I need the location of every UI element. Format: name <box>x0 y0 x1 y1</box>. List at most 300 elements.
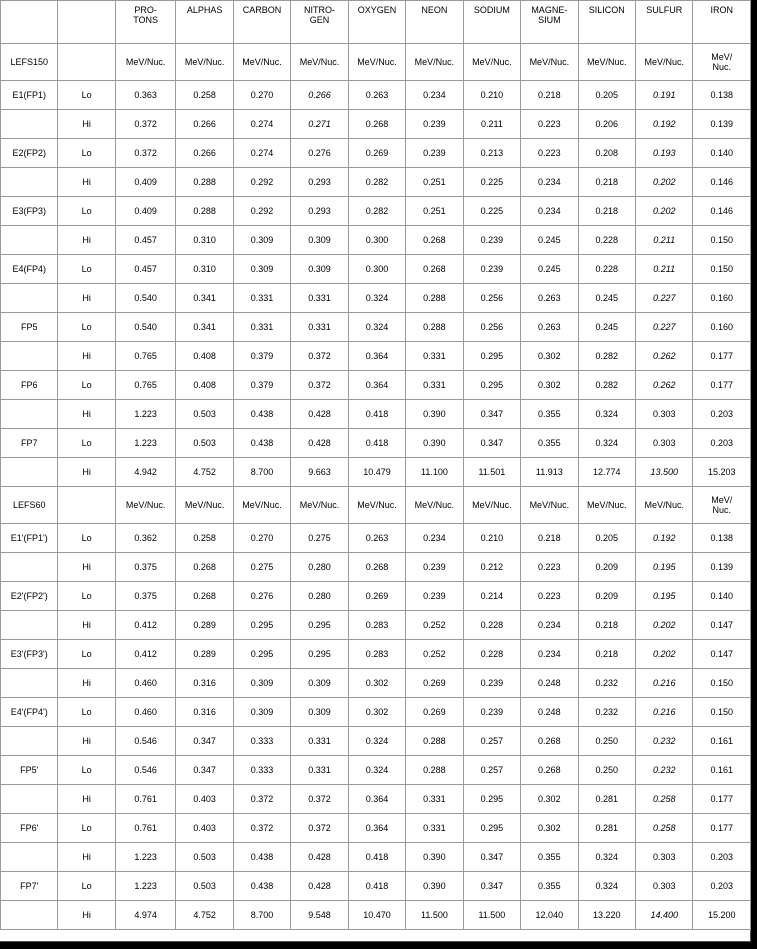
value-cell: 0.232 <box>578 669 635 698</box>
value-cell: 0.258 <box>636 785 693 814</box>
value-cell: 0.324 <box>348 727 405 756</box>
value-cell: 0.333 <box>233 727 290 756</box>
value-cell: 13.500 <box>636 458 693 487</box>
value-cell: 0.333 <box>233 756 290 785</box>
value-cell: 0.209 <box>578 553 635 582</box>
value-cell: 0.245 <box>578 284 635 313</box>
value-cell: 0.218 <box>578 197 635 226</box>
value-cell: 0.213 <box>463 139 520 168</box>
value-cell: 0.341 <box>176 284 233 313</box>
unit-cell: MeV/Nuc. <box>348 487 405 524</box>
value-cell: 0.223 <box>521 553 578 582</box>
value-cell: 0.375 <box>115 582 175 611</box>
value-cell: 0.408 <box>176 342 233 371</box>
value-cell: 0.269 <box>406 698 463 727</box>
header-row <box>1 1 751 44</box>
column-header-oxygen: OXYGEN <box>348 1 405 44</box>
channel-label <box>1 843 58 872</box>
value-cell: 0.282 <box>578 371 635 400</box>
value-cell: 0.232 <box>636 756 693 785</box>
bound-label: Hi <box>58 342 115 371</box>
channel-label <box>1 342 58 371</box>
value-cell: 0.202 <box>636 640 693 669</box>
value-cell: 0.302 <box>348 698 405 727</box>
value-cell: 8.700 <box>233 458 290 487</box>
bound-label: Lo <box>58 640 115 669</box>
value-cell: 0.268 <box>521 727 578 756</box>
value-cell: 0.276 <box>233 582 290 611</box>
channel-label: E4'(FP4') <box>1 698 58 727</box>
value-cell: 0.234 <box>406 81 463 110</box>
value-cell: 0.460 <box>115 698 175 727</box>
unit-cell: MeV/Nuc. <box>348 44 405 81</box>
value-cell: 0.331 <box>406 785 463 814</box>
value-cell: 0.251 <box>406 197 463 226</box>
value-cell: 0.262 <box>636 342 693 371</box>
value-cell: 0.239 <box>463 698 520 727</box>
section-label: LEFS150 <box>1 44 58 81</box>
table-row <box>1 843 751 872</box>
value-cell: 0.457 <box>115 255 175 284</box>
value-cell: 0.250 <box>578 756 635 785</box>
channel-label: E1'(FP1') <box>1 524 58 553</box>
value-cell: 0.216 <box>636 669 693 698</box>
value-cell: 0.418 <box>348 843 405 872</box>
table-row <box>1 872 751 901</box>
value-cell: 0.140 <box>693 582 751 611</box>
channel-label: E3(FP3) <box>1 197 58 226</box>
value-cell: 0.203 <box>693 843 751 872</box>
value-cell: 0.765 <box>115 371 175 400</box>
value-cell: 0.227 <box>636 313 693 342</box>
value-cell: 0.288 <box>406 284 463 313</box>
table-row <box>1 400 751 429</box>
value-cell: 0.302 <box>521 814 578 843</box>
value-cell: 8.700 <box>233 901 290 930</box>
value-cell: 0.177 <box>693 814 751 843</box>
value-cell: 0.191 <box>636 81 693 110</box>
value-cell: 0.266 <box>176 139 233 168</box>
bound-label: Hi <box>58 110 115 139</box>
value-cell: 0.379 <box>233 371 290 400</box>
value-cell: 0.503 <box>176 872 233 901</box>
value-cell: 0.146 <box>693 197 751 226</box>
value-cell: 0.282 <box>348 168 405 197</box>
value-cell: 0.160 <box>693 313 751 342</box>
value-cell: 1.223 <box>115 400 175 429</box>
bound-label: Hi <box>58 553 115 582</box>
channel-label: E4(FP4) <box>1 255 58 284</box>
table-row <box>1 582 751 611</box>
value-cell: 0.331 <box>233 313 290 342</box>
value-cell: 0.271 <box>291 110 348 139</box>
value-cell: 0.331 <box>291 727 348 756</box>
value-cell: 0.218 <box>521 81 578 110</box>
value-cell: 0.282 <box>578 342 635 371</box>
column-header-protons: PRO- TONS <box>115 1 175 44</box>
value-cell: 0.331 <box>233 284 290 313</box>
value-cell: 0.412 <box>115 640 175 669</box>
value-cell: 0.409 <box>115 168 175 197</box>
value-cell: 0.202 <box>636 197 693 226</box>
value-cell: 14.400 <box>636 901 693 930</box>
value-cell: 0.150 <box>693 226 751 255</box>
value-cell: 0.268 <box>406 255 463 284</box>
value-cell: 0.372 <box>115 110 175 139</box>
value-cell: 0.289 <box>176 640 233 669</box>
value-cell: 10.470 <box>348 901 405 930</box>
value-cell: 0.503 <box>176 843 233 872</box>
value-cell: 0.234 <box>521 197 578 226</box>
value-cell: 9.548 <box>291 901 348 930</box>
value-cell: 0.239 <box>463 255 520 284</box>
value-cell: 0.281 <box>578 814 635 843</box>
value-cell: 0.309 <box>291 669 348 698</box>
section-label: LEFS60 <box>1 487 58 524</box>
value-cell: 0.239 <box>406 553 463 582</box>
unit-cell: MeV/Nuc. <box>291 44 348 81</box>
bound-label: Lo <box>58 756 115 785</box>
value-cell: 0.192 <box>636 524 693 553</box>
value-cell: 0.202 <box>636 611 693 640</box>
value-cell: 0.428 <box>291 872 348 901</box>
column-header-magnesium: MAGNE- SIUM <box>521 1 578 44</box>
value-cell: 0.355 <box>521 872 578 901</box>
value-cell: 0.300 <box>348 255 405 284</box>
value-cell: 0.150 <box>693 255 751 284</box>
value-cell: 0.268 <box>176 582 233 611</box>
value-cell: 0.546 <box>115 756 175 785</box>
value-cell: 0.355 <box>521 429 578 458</box>
value-cell: 0.503 <box>176 400 233 429</box>
value-cell: 0.289 <box>176 611 233 640</box>
value-cell: 0.258 <box>176 524 233 553</box>
value-cell: 0.211 <box>463 110 520 139</box>
value-cell: 0.331 <box>406 342 463 371</box>
channel-label: FP5 <box>1 313 58 342</box>
value-cell: 0.263 <box>348 524 405 553</box>
value-cell: 12.774 <box>578 458 635 487</box>
value-cell: 0.245 <box>521 255 578 284</box>
value-cell: 0.288 <box>406 313 463 342</box>
value-cell: 0.195 <box>636 553 693 582</box>
value-cell: 0.281 <box>578 785 635 814</box>
value-cell: 0.372 <box>291 371 348 400</box>
unit-cell: MeV/Nuc. <box>521 487 578 524</box>
value-cell: 0.211 <box>636 226 693 255</box>
value-cell: 0.379 <box>233 342 290 371</box>
value-cell: 0.324 <box>348 313 405 342</box>
value-cell: 0.160 <box>693 284 751 313</box>
value-cell: 0.282 <box>348 197 405 226</box>
value-cell: 11.500 <box>463 901 520 930</box>
value-cell: 0.372 <box>291 785 348 814</box>
value-cell: 0.140 <box>693 139 751 168</box>
bound-label: Hi <box>58 785 115 814</box>
value-cell: 0.139 <box>693 553 751 582</box>
value-cell: 0.248 <box>521 698 578 727</box>
channel-label: E1(FP1) <box>1 81 58 110</box>
value-cell: 0.209 <box>578 582 635 611</box>
value-cell: 0.302 <box>348 669 405 698</box>
table-row <box>1 756 751 785</box>
value-cell: 0.295 <box>291 611 348 640</box>
table-row <box>1 458 751 487</box>
value-cell: 0.147 <box>693 611 751 640</box>
channel-label <box>1 669 58 698</box>
value-cell: 0.223 <box>521 110 578 139</box>
value-cell: 0.372 <box>291 342 348 371</box>
bound-label: Lo <box>58 524 115 553</box>
value-cell: 0.150 <box>693 698 751 727</box>
value-cell: 0.412 <box>115 611 175 640</box>
value-cell: 0.270 <box>233 524 290 553</box>
value-cell: 0.283 <box>348 640 405 669</box>
column-header-neon: NEON <box>406 1 463 44</box>
column-header-iron: IRON <box>693 1 751 44</box>
value-cell: 0.331 <box>406 814 463 843</box>
value-cell: 0.268 <box>406 226 463 255</box>
unit-cell: MeV/Nuc. <box>406 487 463 524</box>
bound-label: Lo <box>58 698 115 727</box>
value-cell: 0.234 <box>521 640 578 669</box>
value-cell: 0.293 <box>291 197 348 226</box>
value-cell: 0.275 <box>233 553 290 582</box>
value-cell: 0.245 <box>521 226 578 255</box>
channel-label <box>1 785 58 814</box>
value-cell: 0.268 <box>176 553 233 582</box>
value-cell: 0.239 <box>406 110 463 139</box>
value-cell: 0.418 <box>348 400 405 429</box>
unit-cell: MeV/Nuc. <box>233 487 290 524</box>
bound-label: Lo <box>58 255 115 284</box>
value-cell: 0.295 <box>233 640 290 669</box>
value-cell: 0.268 <box>348 553 405 582</box>
unit-cell: MeV/Nuc. <box>521 44 578 81</box>
value-cell: 0.280 <box>291 582 348 611</box>
value-cell: 0.218 <box>578 168 635 197</box>
value-cell: 11.501 <box>463 458 520 487</box>
value-cell: 0.239 <box>406 139 463 168</box>
value-cell: 0.248 <box>521 669 578 698</box>
value-cell: 0.540 <box>115 284 175 313</box>
value-cell: 0.316 <box>176 698 233 727</box>
bound-label: Hi <box>58 901 115 930</box>
value-cell: 0.347 <box>463 400 520 429</box>
value-cell: 0.256 <box>463 284 520 313</box>
value-cell: 10.479 <box>348 458 405 487</box>
value-cell: 0.210 <box>463 524 520 553</box>
value-cell: 0.409 <box>115 197 175 226</box>
value-cell: 15.200 <box>693 901 751 930</box>
value-cell: 4.752 <box>176 458 233 487</box>
value-cell: 11.100 <box>406 458 463 487</box>
value-cell: 0.250 <box>578 727 635 756</box>
value-cell: 0.341 <box>176 313 233 342</box>
table-row <box>1 110 751 139</box>
value-cell: 0.309 <box>233 698 290 727</box>
table-row <box>1 611 751 640</box>
value-cell: 0.193 <box>636 139 693 168</box>
value-cell: 0.347 <box>463 429 520 458</box>
unit-cell: MeV/Nuc. <box>578 487 635 524</box>
value-cell: 0.225 <box>463 168 520 197</box>
value-cell: 0.302 <box>521 785 578 814</box>
value-cell: 0.324 <box>348 756 405 785</box>
value-cell: 0.438 <box>233 429 290 458</box>
table-row <box>1 168 751 197</box>
bound-label: Hi <box>58 168 115 197</box>
value-cell: 0.324 <box>578 872 635 901</box>
value-cell: 0.310 <box>176 226 233 255</box>
value-cell: 0.192 <box>636 110 693 139</box>
channel-label <box>1 901 58 930</box>
bound-label: Lo <box>58 81 115 110</box>
value-cell: 0.263 <box>521 313 578 342</box>
value-cell: 0.257 <box>463 727 520 756</box>
value-cell: 0.408 <box>176 371 233 400</box>
unit-cell: MeV/Nuc. <box>463 44 520 81</box>
channel-label <box>1 611 58 640</box>
channel-label: E2'(FP2') <box>1 582 58 611</box>
value-cell: 0.268 <box>348 110 405 139</box>
value-cell: 0.177 <box>693 342 751 371</box>
value-cell: 0.324 <box>578 429 635 458</box>
unit-cell: MeV/Nuc. <box>176 487 233 524</box>
unit-cell: MeV/Nuc. <box>578 44 635 81</box>
corner-cell <box>1 1 58 44</box>
value-cell: 0.252 <box>406 640 463 669</box>
value-cell: 0.203 <box>693 872 751 901</box>
value-cell: 0.263 <box>521 284 578 313</box>
value-cell: 0.540 <box>115 313 175 342</box>
value-cell: 0.303 <box>636 400 693 429</box>
value-cell: 0.138 <box>693 81 751 110</box>
value-cell: 0.234 <box>521 168 578 197</box>
unit-cell: MeV/ Nuc. <box>693 44 751 81</box>
value-cell: 0.202 <box>636 168 693 197</box>
value-cell: 0.269 <box>348 582 405 611</box>
table-row <box>1 255 751 284</box>
value-cell: 0.324 <box>348 284 405 313</box>
value-cell: 0.234 <box>406 524 463 553</box>
value-cell: 0.428 <box>291 400 348 429</box>
value-cell: 0.303 <box>636 872 693 901</box>
table-row <box>1 524 751 553</box>
value-cell: 0.205 <box>578 524 635 553</box>
channel-label <box>1 553 58 582</box>
value-cell: 11.913 <box>521 458 578 487</box>
bound-label: Lo <box>58 371 115 400</box>
bound-label: Hi <box>58 458 115 487</box>
value-cell: 0.227 <box>636 284 693 313</box>
value-cell: 0.139 <box>693 110 751 139</box>
value-cell: 0.363 <box>115 81 175 110</box>
table-body <box>1 44 751 930</box>
table-row <box>1 640 751 669</box>
unit-cell: MeV/Nuc. <box>291 487 348 524</box>
table-row <box>1 785 751 814</box>
value-cell: 0.288 <box>176 168 233 197</box>
channel-label <box>1 226 58 255</box>
value-cell: 0.274 <box>233 139 290 168</box>
value-cell: 0.228 <box>578 255 635 284</box>
value-cell: 13.220 <box>578 901 635 930</box>
value-cell: 0.364 <box>348 371 405 400</box>
value-cell: 0.403 <box>176 814 233 843</box>
table-row <box>1 139 751 168</box>
value-cell: 0.251 <box>406 168 463 197</box>
value-cell: 0.138 <box>693 524 751 553</box>
unit-cell: MeV/Nuc. <box>233 44 290 81</box>
value-cell: 0.460 <box>115 669 175 698</box>
value-cell: 0.309 <box>291 255 348 284</box>
bound-label: Hi <box>58 669 115 698</box>
value-cell: 0.347 <box>176 756 233 785</box>
value-cell: 0.275 <box>291 524 348 553</box>
value-cell: 0.218 <box>578 611 635 640</box>
value-cell: 0.372 <box>291 814 348 843</box>
value-cell: 0.302 <box>521 371 578 400</box>
table-row <box>1 284 751 313</box>
value-cell: 0.205 <box>578 81 635 110</box>
value-cell: 0.177 <box>693 785 751 814</box>
value-cell: 0.295 <box>291 640 348 669</box>
bound-label: Lo <box>58 582 115 611</box>
bound-label: Hi <box>58 226 115 255</box>
unit-cell: MeV/Nuc. <box>115 44 175 81</box>
value-cell: 0.355 <box>521 843 578 872</box>
value-cell: 9.663 <box>291 458 348 487</box>
value-cell: 0.347 <box>176 727 233 756</box>
value-cell: 0.266 <box>176 110 233 139</box>
value-cell: 0.438 <box>233 843 290 872</box>
value-cell: 0.309 <box>291 698 348 727</box>
value-cell: 0.288 <box>406 727 463 756</box>
value-cell: 0.195 <box>636 582 693 611</box>
value-cell: 0.269 <box>406 669 463 698</box>
table-row <box>1 553 751 582</box>
value-cell: 0.765 <box>115 342 175 371</box>
value-cell: 0.324 <box>578 843 635 872</box>
bound-label: Lo <box>58 814 115 843</box>
value-cell: 0.258 <box>176 81 233 110</box>
bound-label: Lo <box>58 313 115 342</box>
value-cell: 0.161 <box>693 756 751 785</box>
value-cell: 0.390 <box>406 872 463 901</box>
unit-cell: MeV/Nuc. <box>463 487 520 524</box>
value-cell: 0.292 <box>233 197 290 226</box>
value-cell: 0.293 <box>291 168 348 197</box>
value-cell: 0.331 <box>291 284 348 313</box>
value-cell: 0.276 <box>291 139 348 168</box>
unit-cell: MeV/Nuc. <box>115 487 175 524</box>
value-cell: 1.223 <box>115 872 175 901</box>
value-cell: 0.214 <box>463 582 520 611</box>
table-row <box>1 429 751 458</box>
value-cell: 0.503 <box>176 429 233 458</box>
value-cell: 0.268 <box>521 756 578 785</box>
unit-cell: MeV/ Nuc. <box>693 487 751 524</box>
value-cell: 0.295 <box>463 342 520 371</box>
value-cell: 0.218 <box>521 524 578 553</box>
value-cell: 0.266 <box>291 81 348 110</box>
section-units-row <box>1 44 751 81</box>
value-cell: 4.752 <box>176 901 233 930</box>
value-cell: 0.761 <box>115 814 175 843</box>
value-cell: 0.206 <box>578 110 635 139</box>
value-cell: 0.331 <box>291 313 348 342</box>
